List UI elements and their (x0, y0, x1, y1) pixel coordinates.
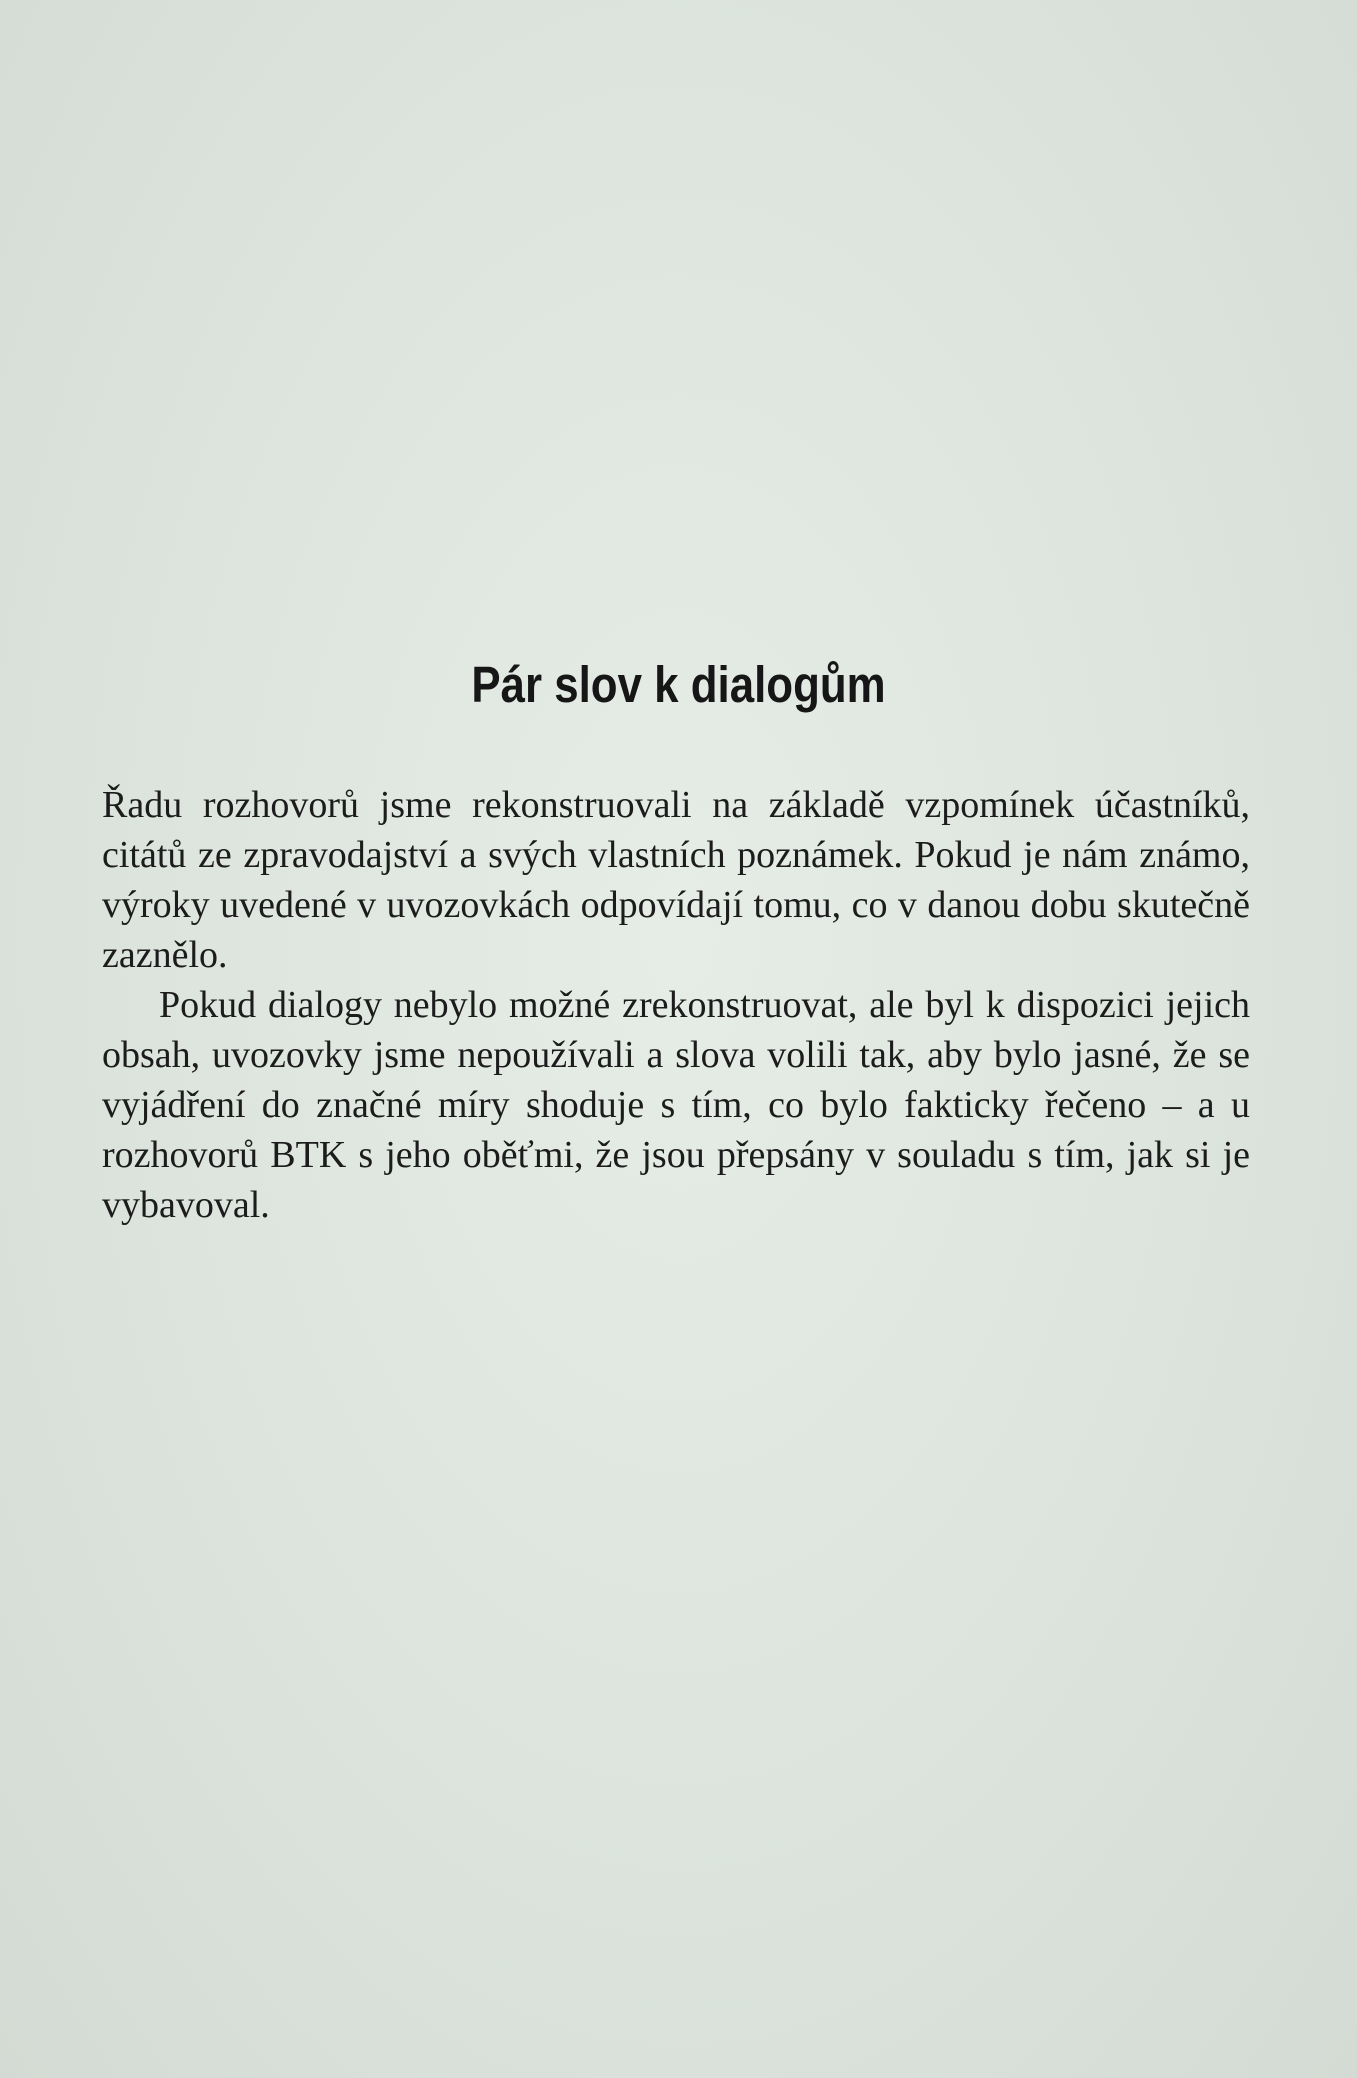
paragraph-2: Pokud dialogy nebylo možné zrekonstruovat, ale byl k dispozici jejich obsah, uvozovky jsme nepoužívali a slova volili tak, aby bylo jasné, že se vyjádření do značné míry shoduje s tím, co bylo fakticky řečeno – a u rozhovorů BTK s jeho oběťmi, že jsou přepsány v souladu s tím, jak si je vybavoval. (102, 984, 1250, 1226)
body-text (102, 780, 1250, 1230)
paragraph-1: Řadu rozhovorů jsme rekonstruovali na základě vzpomínek účastníků, citátů ze zpravodajství a svých vlastních poznámek. Pokud je nám známo, výroky uvedené v uvozovkách odpovídají tomu, co v danou dobu skutečně zaznělo. (102, 784, 1250, 976)
page-title: Pár slov k dialogům (471, 656, 886, 713)
